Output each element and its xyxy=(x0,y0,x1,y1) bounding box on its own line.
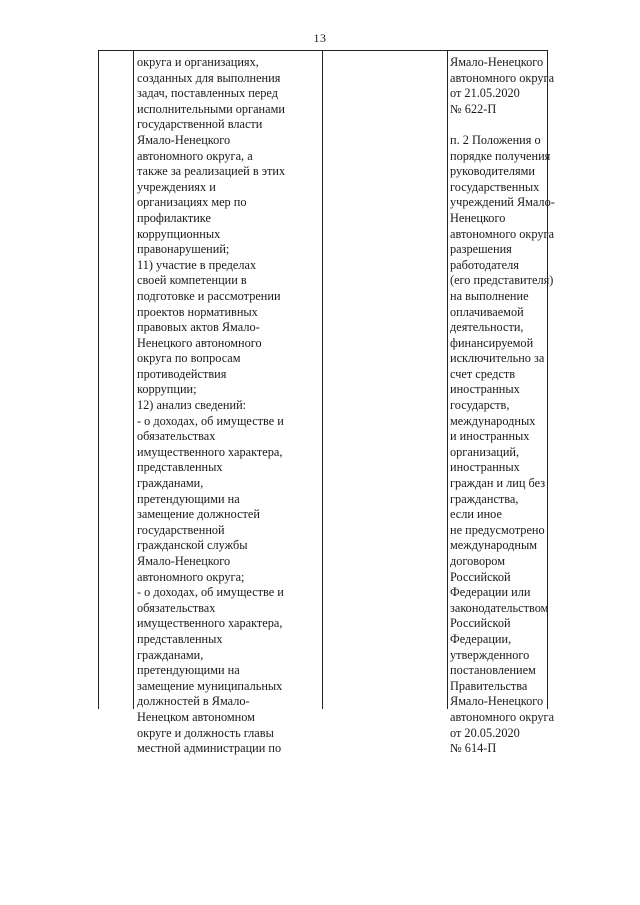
text-line: автономного округа; xyxy=(137,569,245,584)
text-line: автономного округа xyxy=(450,226,555,241)
text-line: утвержденного xyxy=(450,647,530,662)
text-line: округа и организациях, xyxy=(137,55,259,69)
text-line: организаций, xyxy=(450,444,520,459)
text-line: представленных xyxy=(137,631,223,646)
text-line: иностранных xyxy=(450,382,520,397)
text-line: гражданами, xyxy=(137,647,204,662)
paragraph-gap xyxy=(450,117,555,133)
text-line: противодействия xyxy=(137,366,227,381)
legal-basis-top-lines xyxy=(450,55,555,117)
text-line: № 622-П xyxy=(450,101,497,116)
text-line: Ненецкого xyxy=(450,210,506,225)
text-line: Ямало-Ненецкого xyxy=(137,132,231,147)
text-line: учреждений Ямало- xyxy=(450,195,555,210)
measures-lines xyxy=(137,55,285,757)
text-line: обязательствах xyxy=(137,600,216,615)
text-line: законодательством xyxy=(450,600,549,615)
text-line: Ямало-Ненецкого xyxy=(137,554,231,568)
text-line: профилактике xyxy=(137,210,211,225)
text-line: от 21.05.2020 xyxy=(450,86,520,101)
table-column-divider-3 xyxy=(447,51,448,709)
text-line: граждан и лиц без xyxy=(450,476,546,491)
text-line: гражданами, xyxy=(137,476,204,491)
text-line: автономного округа xyxy=(450,709,555,724)
table-column-divider-1 xyxy=(133,51,134,709)
text-line: финансируемой xyxy=(450,335,534,350)
page-number: 13 xyxy=(313,31,327,45)
text-line: 12) анализ сведений: xyxy=(137,398,247,413)
text-line: своей компетенции в xyxy=(137,273,247,288)
text-line: иностранных xyxy=(450,460,520,475)
text-line: коррупционных xyxy=(137,226,221,241)
text-line: должностей в Ямало- xyxy=(137,694,250,709)
text-line: и иностранных xyxy=(450,429,530,444)
text-line: - о доходах, об имуществе и xyxy=(137,413,284,428)
text-line: если иное xyxy=(450,507,502,522)
document-table xyxy=(98,50,555,756)
text-line: оплачиваемой xyxy=(450,304,524,319)
text-line: коррупции; xyxy=(137,382,197,397)
text-line: правонарушений; xyxy=(137,242,230,257)
text-line: международных xyxy=(450,413,536,428)
text-line: замещение муниципальных xyxy=(137,678,283,693)
text-line: автономного округа, а xyxy=(137,148,253,163)
text-line: государств, xyxy=(450,398,510,413)
text-line: претендующими на xyxy=(137,663,240,678)
text-line: правовых актов Ямало- xyxy=(137,320,260,335)
table-cell-legal-basis xyxy=(450,55,555,757)
text-line: исполнительными органами xyxy=(137,101,285,116)
text-line: гражданства, xyxy=(450,491,519,506)
text-line: замещение должностей xyxy=(137,507,260,522)
text-line: международным xyxy=(450,538,538,553)
text-line: имущественного характера, xyxy=(137,444,283,459)
text-line: подготовке и рассмотрении xyxy=(137,288,281,303)
text-line: созданных для выполнения xyxy=(137,70,281,85)
text-line: не предусмотрено xyxy=(450,522,545,537)
text-line: от 20.05.2020 xyxy=(450,725,520,740)
text-line: Ненецкого автономного xyxy=(137,335,262,350)
text-line: Ямало-Ненецкого xyxy=(450,55,544,69)
text-line: постановлением xyxy=(450,663,536,678)
text-line: порядке получения xyxy=(450,148,551,163)
text-line: Ямало-Ненецкого xyxy=(450,694,544,709)
text-line: исключительно за xyxy=(450,351,545,366)
text-line: гражданской службы xyxy=(137,538,248,553)
text-line: государственной xyxy=(137,522,225,537)
text-line: претендующими на xyxy=(137,491,240,506)
text-line: проектов нормативных xyxy=(137,304,258,319)
text-line: государственной власти xyxy=(137,117,263,132)
text-line: Правительства xyxy=(450,678,528,693)
text-line: обязательствах xyxy=(137,429,216,444)
text-line: учреждениях и xyxy=(137,179,216,194)
text-line: № 614-П xyxy=(450,741,497,756)
text-line: Российской xyxy=(450,569,511,584)
table-border-left xyxy=(98,51,99,709)
legal-basis-bottom-lines xyxy=(450,133,555,757)
text-line: также за реализацией в этих xyxy=(137,164,286,179)
text-line: Федерации или xyxy=(450,585,531,600)
text-line: 11) участие в пределах xyxy=(137,257,257,272)
text-line: задач, поставленных перед xyxy=(137,86,278,101)
text-line: руководителями xyxy=(450,164,535,179)
text-line: работодателя xyxy=(450,257,519,272)
text-line: - о доходах, об имуществе и xyxy=(137,585,284,600)
text-line: на выполнение xyxy=(450,288,529,303)
text-line: (его представителя) xyxy=(450,273,554,288)
text-line: деятельности, xyxy=(450,320,524,335)
text-line: государственных xyxy=(450,179,540,194)
text-line: счет средств xyxy=(450,366,516,381)
text-line: местной администрации по xyxy=(137,741,282,756)
table-cell-measures xyxy=(137,55,285,757)
text-line: п. 2 Положения о xyxy=(450,132,541,147)
text-line: имущественного характера, xyxy=(137,616,283,631)
text-line: Ненецком автономном xyxy=(137,709,255,724)
text-line: Федерации, xyxy=(450,631,512,646)
text-line: округе и должность главы xyxy=(137,725,274,740)
text-line: автономного округа xyxy=(450,70,555,85)
text-line: договором xyxy=(450,554,506,568)
text-line: разрешения xyxy=(450,242,512,257)
text-line: Российской xyxy=(450,616,511,631)
text-line: представленных xyxy=(137,460,223,475)
text-line: округа по вопросам xyxy=(137,351,241,366)
text-line: организациях мер по xyxy=(137,195,247,210)
table-column-divider-2 xyxy=(322,51,323,709)
